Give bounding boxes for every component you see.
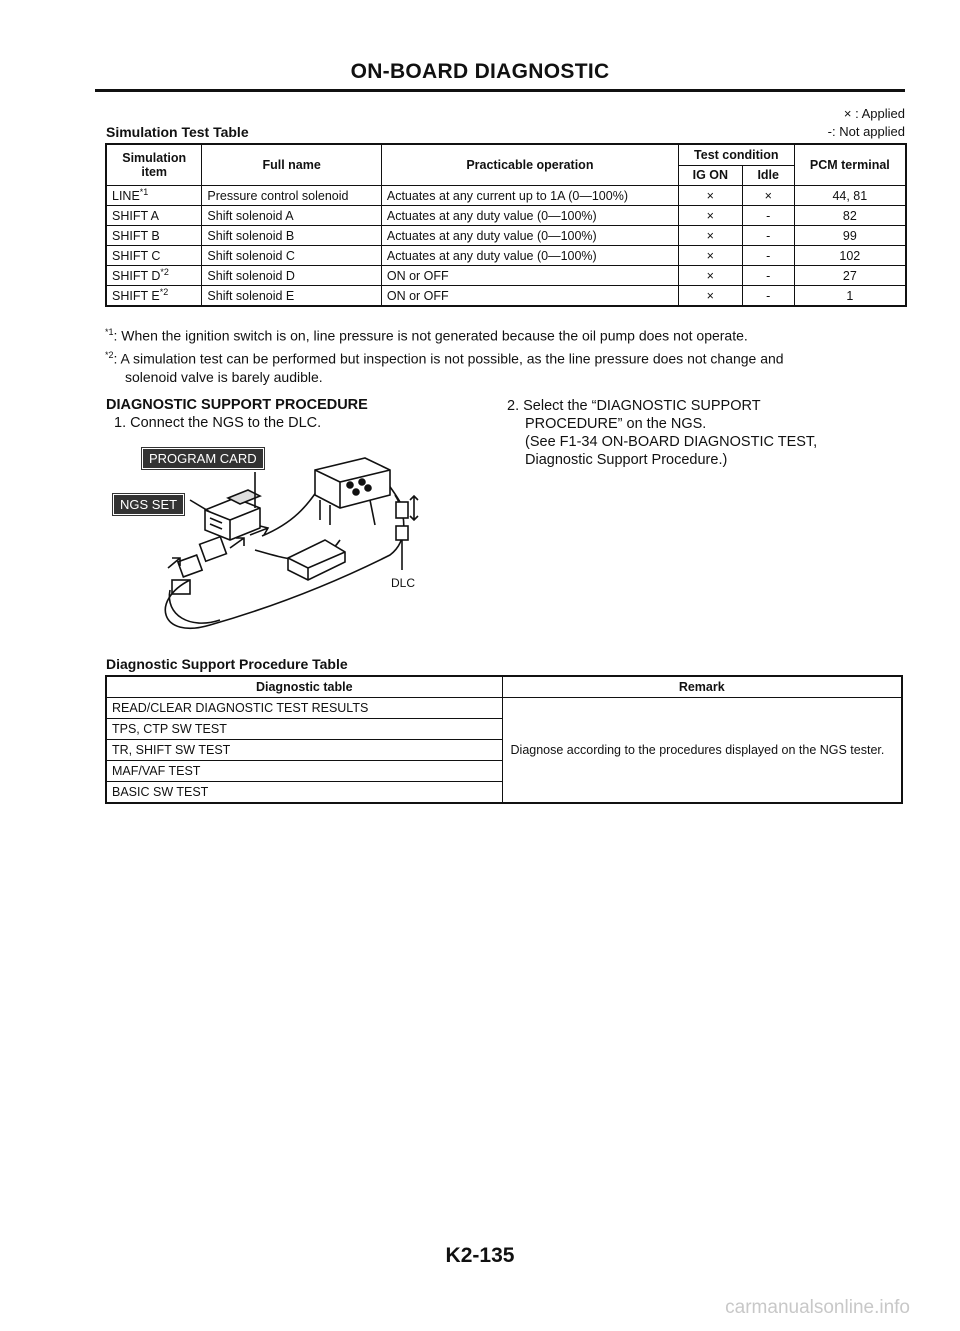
cell-full-name: Shift solenoid D bbox=[202, 266, 381, 286]
cell-idle: - bbox=[742, 206, 794, 226]
table-row bbox=[106, 226, 906, 246]
cell-operation: ON or OFF bbox=[381, 266, 678, 286]
cell-full-name: Shift solenoid C bbox=[202, 246, 381, 266]
col-header-pcm-terminal: PCM terminal bbox=[794, 144, 906, 186]
footnotes bbox=[105, 323, 905, 387]
col-header-remark: Remark bbox=[502, 676, 902, 698]
simulation-test-table bbox=[105, 143, 907, 307]
legend-not-applied: -: Not applied bbox=[827, 124, 905, 139]
cell-ig-on: × bbox=[678, 286, 742, 307]
step-2-line-2: PROCEDURE” on the NGS. bbox=[525, 416, 707, 432]
label-program-card: PROGRAM CARD bbox=[142, 448, 264, 469]
cell-item: LINE bbox=[112, 189, 140, 204]
watermark: carmanualsonline.info bbox=[725, 1297, 910, 1318]
cell-idle: - bbox=[742, 286, 794, 307]
cell-item: SHIFT D bbox=[112, 269, 161, 284]
cell-full-name: Shift solenoid E bbox=[202, 286, 381, 307]
footnote-mark: *1 bbox=[139, 187, 149, 198]
col-header-diagnostic-table: Diagnostic table bbox=[106, 676, 502, 698]
cell-item: SHIFT E bbox=[112, 289, 160, 304]
cell-item: SHIFT A bbox=[112, 209, 160, 224]
cell-full-name: Pressure control solenoid bbox=[202, 186, 381, 206]
cell-full-name: Shift solenoid A bbox=[202, 206, 381, 226]
title-divider bbox=[95, 89, 905, 92]
cell-diagnostic-table: TR, SHIFT SW TEST bbox=[106, 740, 502, 761]
col-header-item: Simulation item bbox=[106, 144, 202, 186]
diagnostic-support-table bbox=[105, 675, 903, 804]
procedure-step-1: 1. Connect the NGS to the DLC. bbox=[114, 415, 322, 431]
col-header-test-condition: Test condition bbox=[678, 144, 794, 165]
cell-diagnostic-table: READ/CLEAR DIAGNOSTIC TEST RESULTS bbox=[106, 698, 502, 719]
cell-operation: Actuates at any duty value (0—100%) bbox=[381, 206, 678, 226]
cell-item: SHIFT C bbox=[112, 249, 161, 264]
cell-pcm: 102 bbox=[794, 246, 906, 266]
cell-item: SHIFT B bbox=[112, 229, 160, 244]
step-2-line-1: 2. Select the “DIAGNOSTIC SUPPORT bbox=[507, 398, 761, 414]
legend-applied: × : Applied bbox=[843, 106, 905, 121]
cell-remark: Diagnose according to the procedures displayed on the NGS tester. bbox=[502, 698, 902, 804]
cell-idle: × bbox=[742, 186, 794, 206]
step-2-line-4: Diagnostic Support Procedure.) bbox=[525, 452, 728, 468]
footnote-2 bbox=[105, 346, 905, 369]
cell-operation: Actuates at any current up to 1A (0—100%) bbox=[381, 186, 678, 206]
col-header-idle: Idle bbox=[742, 165, 794, 186]
cell-full-name: Shift solenoid B bbox=[202, 226, 381, 246]
cell-ig-on: × bbox=[678, 246, 742, 266]
ngs-connection-illustration bbox=[110, 440, 460, 640]
cell-operation: ON or OFF bbox=[381, 286, 678, 307]
ngs-dlc-drawing bbox=[110, 440, 460, 640]
cell-idle: - bbox=[742, 226, 794, 246]
cell-diagnostic-table: MAF/VAF TEST bbox=[106, 761, 502, 782]
cell-ig-on: × bbox=[678, 186, 742, 206]
table-row bbox=[106, 698, 902, 719]
cell-ig-on: × bbox=[678, 266, 742, 286]
cell-operation: Actuates at any duty value (0—100%) bbox=[381, 226, 678, 246]
page-number: K2-135 bbox=[445, 1244, 515, 1267]
table-row bbox=[106, 286, 906, 307]
step-2-line-3: (See F1-34 ON-BOARD DIAGNOSTIC TEST, bbox=[525, 434, 818, 450]
col-header-full-name: Full name bbox=[202, 144, 381, 186]
cell-diagnostic-table: TPS, CTP SW TEST bbox=[106, 719, 502, 740]
cell-pcm: 82 bbox=[794, 206, 906, 226]
footnote-2-mark: *2 bbox=[105, 349, 114, 360]
footnote-mark: *2 bbox=[160, 267, 169, 278]
label-dlc: DLC bbox=[391, 576, 416, 590]
table-row bbox=[106, 186, 906, 206]
table-row bbox=[106, 266, 906, 286]
table-row bbox=[106, 206, 906, 226]
page-title: ON-BOARD DIAGNOSTIC bbox=[350, 60, 610, 83]
footnote-2-text: : A simulation test can be performed but inspection is not possible, as the line pressure does not change and bbox=[113, 350, 784, 367]
cell-pcm: 27 bbox=[794, 266, 906, 286]
footnote-mark: *2 bbox=[159, 287, 169, 298]
table-row bbox=[106, 246, 906, 266]
cell-pcm: 1 bbox=[794, 286, 906, 307]
cell-idle: - bbox=[742, 266, 794, 286]
cell-diagnostic-table: BASIC SW TEST bbox=[106, 782, 502, 804]
simulation-table-title: Simulation Test Table bbox=[106, 124, 249, 140]
cell-idle: - bbox=[742, 246, 794, 266]
support-table-title: Diagnostic Support Procedure Table bbox=[106, 656, 348, 672]
footnote-1-text: : When the ignition switch is on, line pressure is not generated because the oil pump does not operate. bbox=[113, 327, 748, 344]
cell-pcm: 99 bbox=[794, 226, 906, 246]
cell-ig-on: × bbox=[678, 226, 742, 246]
cell-ig-on: × bbox=[678, 206, 742, 226]
footnote-1 bbox=[105, 323, 905, 346]
footnote-2-cont: solenoid valve is barely audible. bbox=[125, 369, 323, 386]
cell-operation: Actuates at any duty value (0—100%) bbox=[381, 246, 678, 266]
footnote-1-mark: *1 bbox=[105, 327, 114, 337]
procedure-title: DIAGNOSTIC SUPPORT PROCEDURE bbox=[106, 397, 368, 413]
col-header-operation: Practicable operation bbox=[381, 144, 678, 186]
procedure-step-2 bbox=[507, 397, 817, 469]
label-ngs-set: NGS SET bbox=[113, 494, 184, 515]
col-header-ig-on: IG ON bbox=[678, 165, 742, 186]
cell-pcm: 44, 81 bbox=[794, 186, 906, 206]
